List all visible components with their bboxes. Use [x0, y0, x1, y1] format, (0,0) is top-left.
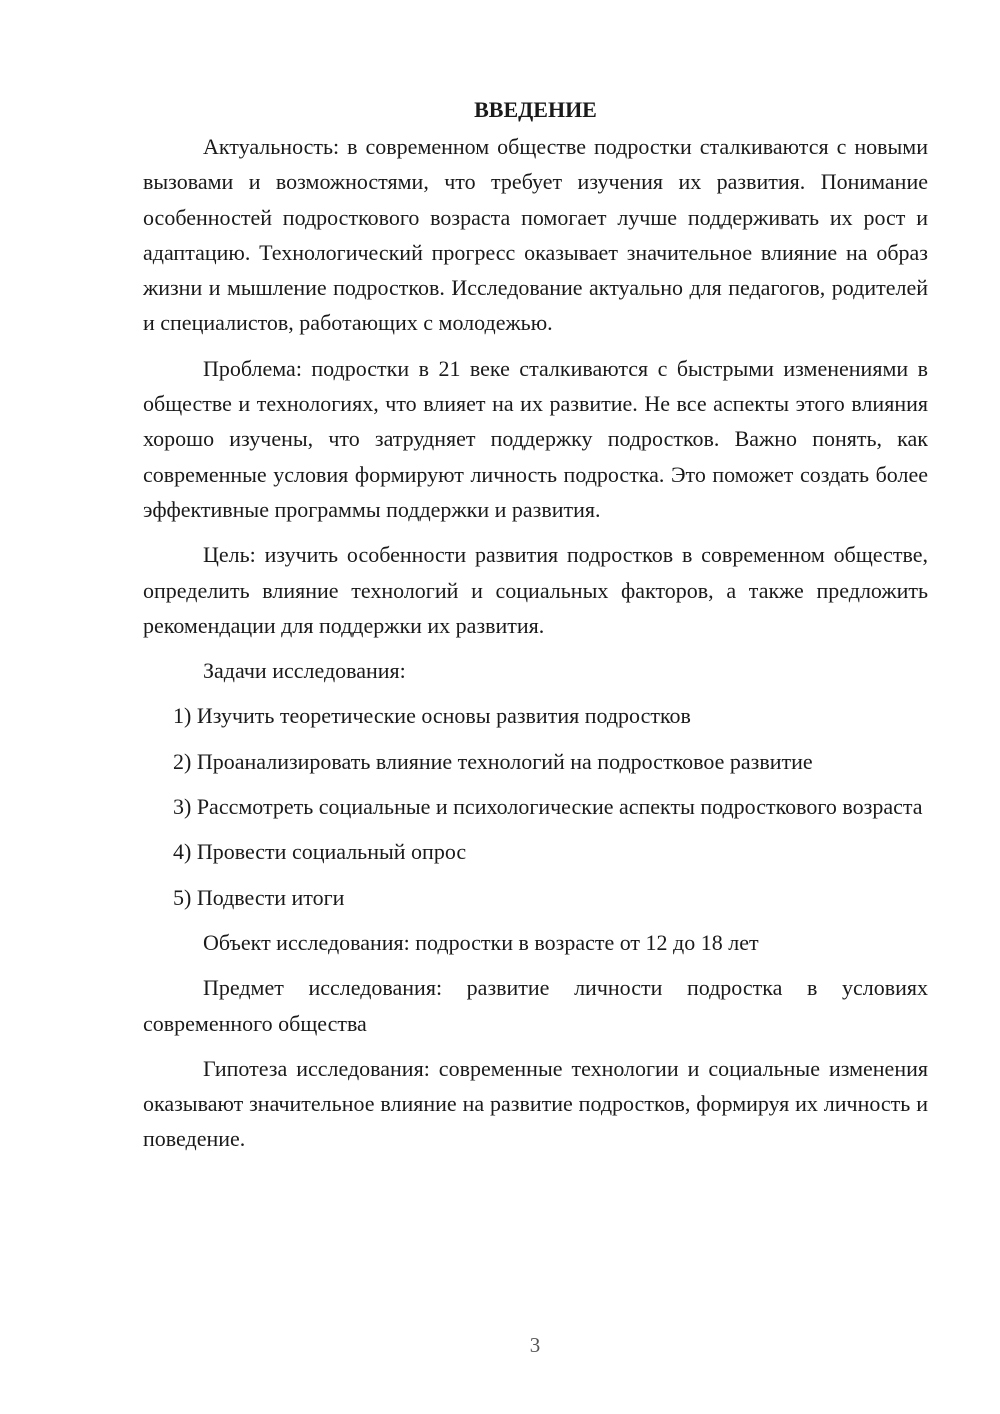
task-item: 1) Изучить теоретические основы развития подростков	[173, 703, 691, 729]
task-item: 2) Проанализировать влияние технологий на подростковое развитие	[173, 748, 813, 774]
goal-paragraph: Цель: изучить особенности развития подростков в современном обществе, определить влияние технологий и социальных факторов, а также предложить рекомендации для поддержки их развития.	[143, 542, 928, 638]
subject-paragraph: Предмет исследования: развитие личности подростка в условиях современного общества	[143, 975, 928, 1036]
document-page	[143, 92, 928, 1167]
section-heading: ВВЕДЕНИЕ	[474, 97, 597, 122]
task-item: 5) Подвести итоги	[173, 884, 345, 910]
page-number: 3	[529, 1333, 541, 1357]
problem-paragraph: Проблема: подростки в 21 веке сталкиваются с быстрыми изменениями в обществе и технологиях, что влияет на их развитие. Не все аспекты этого влияния хорошо изучены, что затрудняет поддержку подростков. Важно понять, как современные условия формируют личность подростка. Это поможет создать более эффективные программы поддержки и развития.	[143, 355, 928, 522]
hypothesis-paragraph: Гипотеза исследования: современные технологии и социальные изменения оказывают значительное влияние на развитие подростков, формируя их личность и поведение.	[143, 1055, 928, 1152]
task-item: 4) Провести социальный опрос	[173, 839, 467, 865]
object-paragraph: Объект исследования: подростки в возрасте от 12 до 18 лет	[203, 929, 759, 955]
relevance-paragraph: Актуальность: в современном обществе подростки сталкиваются с новыми вызовами и возможностями, что требует изучения их развития. Понимание особенностей подросткового возраста помогает лучше поддерживать их рост и адаптацию. Технологический прогресс оказывает значительное влияние на образ жизни и мышление подростков. Исследование актуально для педагогов, родителей и специалистов, работающих с молодежью.	[143, 134, 928, 336]
tasks-heading: Задачи исследования:	[203, 658, 406, 684]
task-item: 3) Рассмотреть социальные и психологические аспекты подросткового возраста	[173, 794, 923, 820]
